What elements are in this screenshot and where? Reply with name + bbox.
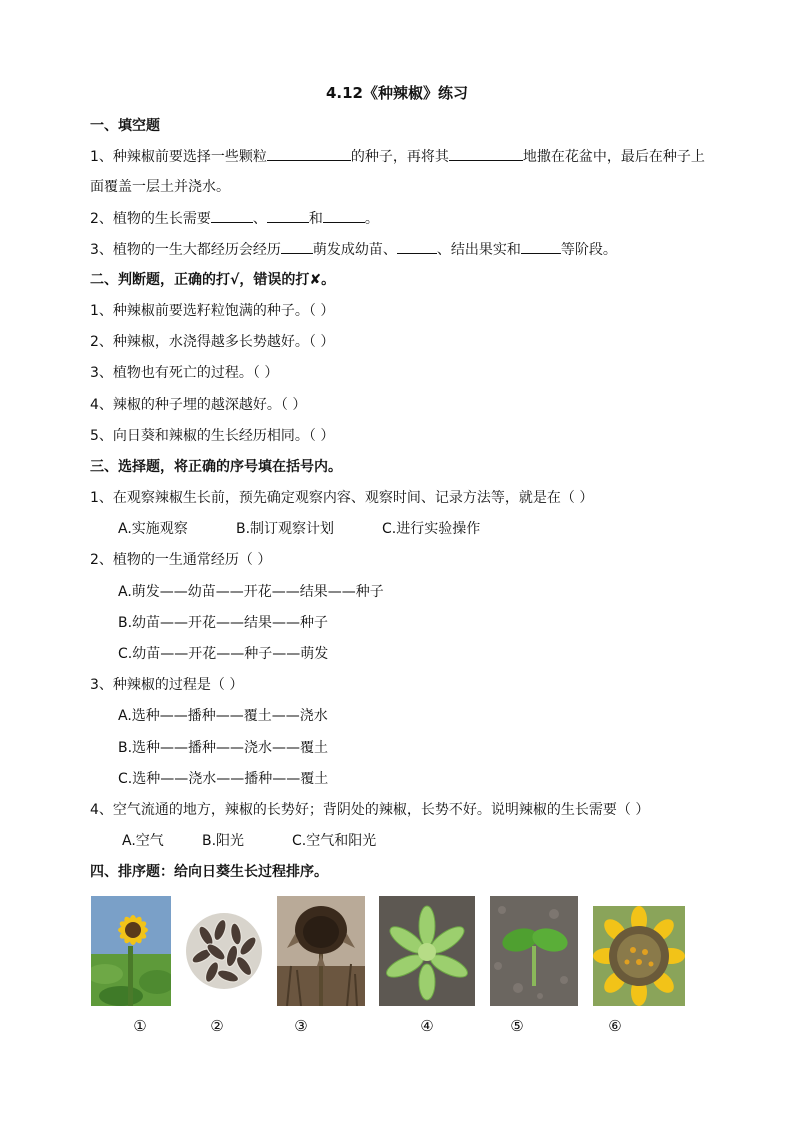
q2-text-c: 和 [308, 211, 323, 227]
image-number-6: ⑥ [608, 1017, 622, 1035]
q4-option-a[interactable]: A.空气 [122, 833, 164, 849]
q2-option-a[interactable]: A.萌发——幼苗——开花——结果——种子 [118, 584, 384, 600]
fill-question-1-line2: 面覆盖一层土并浇水。 [90, 179, 230, 195]
young-plant-image [379, 896, 475, 1006]
withered-sunflower-image [277, 896, 365, 1006]
judge-item-3[interactable]: 3、植物也有死亡的过程。（ ） [90, 365, 279, 381]
q2-blank-2[interactable] [267, 208, 309, 223]
image-number-4: ④ [420, 1017, 434, 1035]
q3-blank-2[interactable] [397, 239, 437, 254]
page-title: 4.12《种辣椒》练习 [325, 84, 468, 102]
section3-heading: 三、选择题，将正确的序号填在括号内。 [90, 459, 342, 475]
q1-option-b[interactable]: B.制订观察计划 [236, 521, 335, 537]
q1-blank-2[interactable] [449, 146, 523, 161]
section4-heading: 四、排序题：给向日葵生长过程排序。 [90, 864, 328, 880]
section1-heading: 一、填空题 [90, 118, 160, 134]
q3-text-d: 等阶段。 [560, 242, 617, 258]
choice-question-3: 3、种辣椒的过程是（ ） [90, 677, 244, 693]
section2-heading: 二、判断题，正确的打√，错误的打✘。 [90, 272, 336, 288]
q2-text-a: 2、植物的生长需要 [90, 211, 211, 227]
judge-item-5[interactable]: 5、向日葵和辣椒的生长经历相同。（ ） [90, 428, 335, 444]
image-number-1: ① [133, 1017, 147, 1035]
q2-blank-1[interactable] [211, 208, 253, 223]
sunflower-seeds-image [182, 896, 266, 1006]
fill-question-1-line1 [90, 146, 705, 167]
q1-text-b: 的种子，再将其 [350, 149, 449, 165]
q1-text-a: 1、种辣椒前要选择一些颗粒 [90, 149, 267, 165]
q1-blank-1[interactable] [267, 146, 351, 161]
fill-question-2 [90, 208, 379, 229]
q3-text-b: 萌发成幼苗、 [312, 242, 397, 258]
q3-option-a[interactable]: A.选种——播种——覆土——浇水 [118, 708, 328, 724]
judge-item-2[interactable]: 2、种辣椒，水浇得越多长势越好。（ ） [90, 334, 335, 350]
q2-text-d: 。 [364, 211, 379, 227]
choice-question-4: 4、空气流通的地方，辣椒的长势好；背阴处的辣椒，长势不好。说明辣椒的生长需要（ ） [90, 802, 650, 818]
q1-option-c[interactable]: C.进行实验操作 [382, 521, 481, 537]
q2-blank-3[interactable] [323, 208, 365, 223]
judge-item-1[interactable]: 1、种辣椒前要选籽粒饱满的种子。（ ） [90, 303, 335, 319]
choice-question-1: 1、在观察辣椒生长前，预先确定观察内容、观察时间、记录方法等，就是在（ ） [90, 490, 594, 506]
q3-text-a: 3、植物的一生大都经历会经历 [90, 242, 281, 258]
image-number-3: ③ [294, 1017, 308, 1035]
image-number-5: ⑤ [510, 1017, 524, 1035]
q3-blank-1[interactable] [281, 239, 313, 254]
sunflower-bloom-image [91, 896, 171, 1006]
q3-option-b[interactable]: B.选种——播种——浇水——覆土 [118, 740, 329, 756]
q1-option-a[interactable]: A.实施观察 [118, 521, 188, 537]
judge-item-4[interactable]: 4、辣椒的种子埋的越深越好。（ ） [90, 397, 307, 413]
sunflower-head-image [593, 906, 685, 1006]
choice-question-2: 2、植物的一生通常经历（ ） [90, 552, 272, 568]
q3-text-c: 、结出果实和 [436, 242, 521, 258]
q1-text-c: 地撒在花盆中，最后在种子上 [522, 149, 705, 165]
q4-option-b[interactable]: B.阳光 [202, 833, 245, 849]
image-number-2: ② [210, 1017, 224, 1035]
q3-option-c[interactable]: C.选种——浇水——播种——覆土 [118, 771, 329, 787]
q4-option-c[interactable]: C.空气和阳光 [292, 833, 377, 849]
seedling-image [490, 896, 578, 1006]
q2-option-c[interactable]: C.幼苗——开花——种子——萌发 [118, 646, 329, 662]
q2-text-b: 、 [252, 211, 267, 227]
q3-blank-3[interactable] [521, 239, 561, 254]
q2-option-b[interactable]: B.幼苗——开花——结果——种子 [118, 615, 329, 631]
fill-question-3 [90, 239, 617, 260]
